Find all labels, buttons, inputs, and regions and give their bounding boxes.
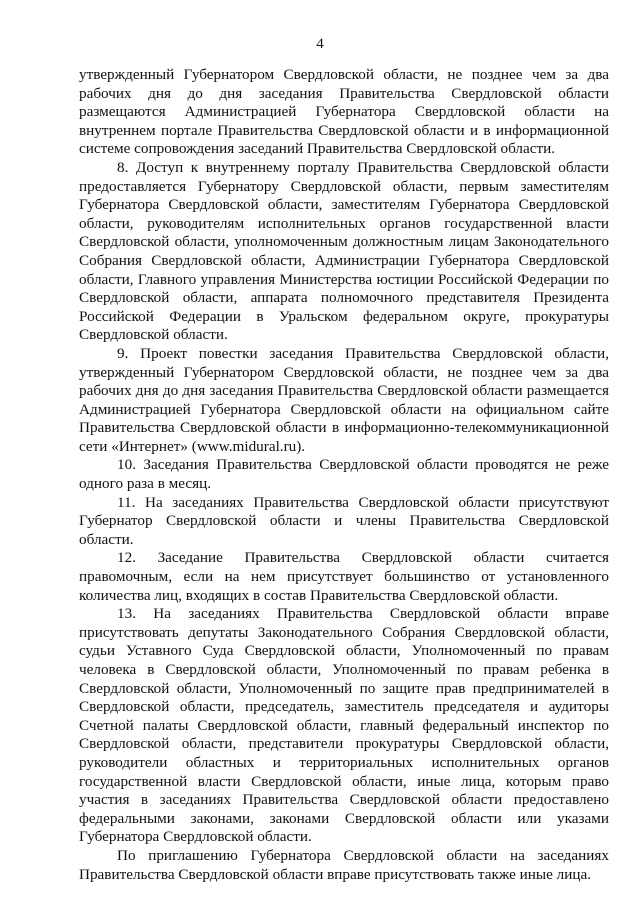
paragraph-11: 11. На заседаниях Правительства Свердловской области присутствуют Губернатор Свердловской области и члены Правительства Свердловской области. — [79, 493, 609, 548]
paragraph-continuation: утвержденный Губернатором Свердловской области, не позднее чем за два рабочих дня до дня заседания Правительства Свердловской области размещаются Администрацией Губернатора Свердловской области на внутреннем портале Правительства Свердловской области и в информационной системе сопровождения заседаний Правительства Свердловской области. — [79, 66, 609, 158]
paragraph-13: 13. На заседаниях Правительства Свердловской области вправе присутствовать депутаты Законодательного Собрания Свердловской области, судьи Уставного Суда Свердловской области, Уполномоченный по правам человека в Свердловской области, Уполномоченный по правам ребенка в Свердловской области, Уполномоченный по защите прав предпринимателей в Свердловской области, председатель, заместитель председателя и аудиторы Счетной палаты Свердловской области, главный федеральный инспектор по Свердловской области, представители прокуратуры Свердловской области, руководители областных и территориальных исполнительных органов государственной власти Свердловской области, иные лица, которым право участия в заседаниях Правительства Свердловской области предоставлено федеральными законами, законами Свердловской области или указами Губернатора Свердловской области. — [79, 605, 609, 846]
paragraph-12: 12. Заседание Правительства Свердловской области считается правомочным, если на нем присутствует большинство от установленного количества лиц, входящих в состав Правительства Свердловской области. — [79, 549, 609, 604]
paragraph-9: 9. Проект повестки заседания Правительства Свердловской области, утвержденный Губернатором Свердловской области, не позднее чем за два рабочих дня до дня заседания Правительства Свердловской области размещается Администрацией Губернатора Свердловской области на официальном сайте Правительства Свердловской области в информационно-телекоммуникационной сети «Интернет» (www.midural.ru). — [79, 344, 609, 455]
document-body — [79, 66, 609, 884]
paragraph-invitation: По приглашению Губернатора Свердловской области на заседаниях Правительства Свердловской области вправе присутствовать также иные лица. — [79, 846, 609, 883]
paragraph-8: 8. Доступ к внутреннему порталу Правительства Свердловской области предоставляется Губернатору Свердловской области, первым заместителям Губернатора Свердловской области, заместителям Губернатора Свердловской области, руководителям исполнительных органов государственной власти Свердловской области, уполномоченным должностным лицам Законодательного Собрания Свердловской области, Администрации Губернатора Свердловской области, Главного управления Министерства юстиции Российской Федерации по Свердловской области, аппарата полномочного представителя Президента Российской Федерации в Уральском федеральном округе, прокуратуры Свердловской области. — [79, 158, 609, 344]
paragraph-10: 10. Заседания Правительства Свердловской области проводятся не реже одного раза в месяц. — [79, 456, 609, 493]
page-number: 4 — [316, 36, 324, 52]
